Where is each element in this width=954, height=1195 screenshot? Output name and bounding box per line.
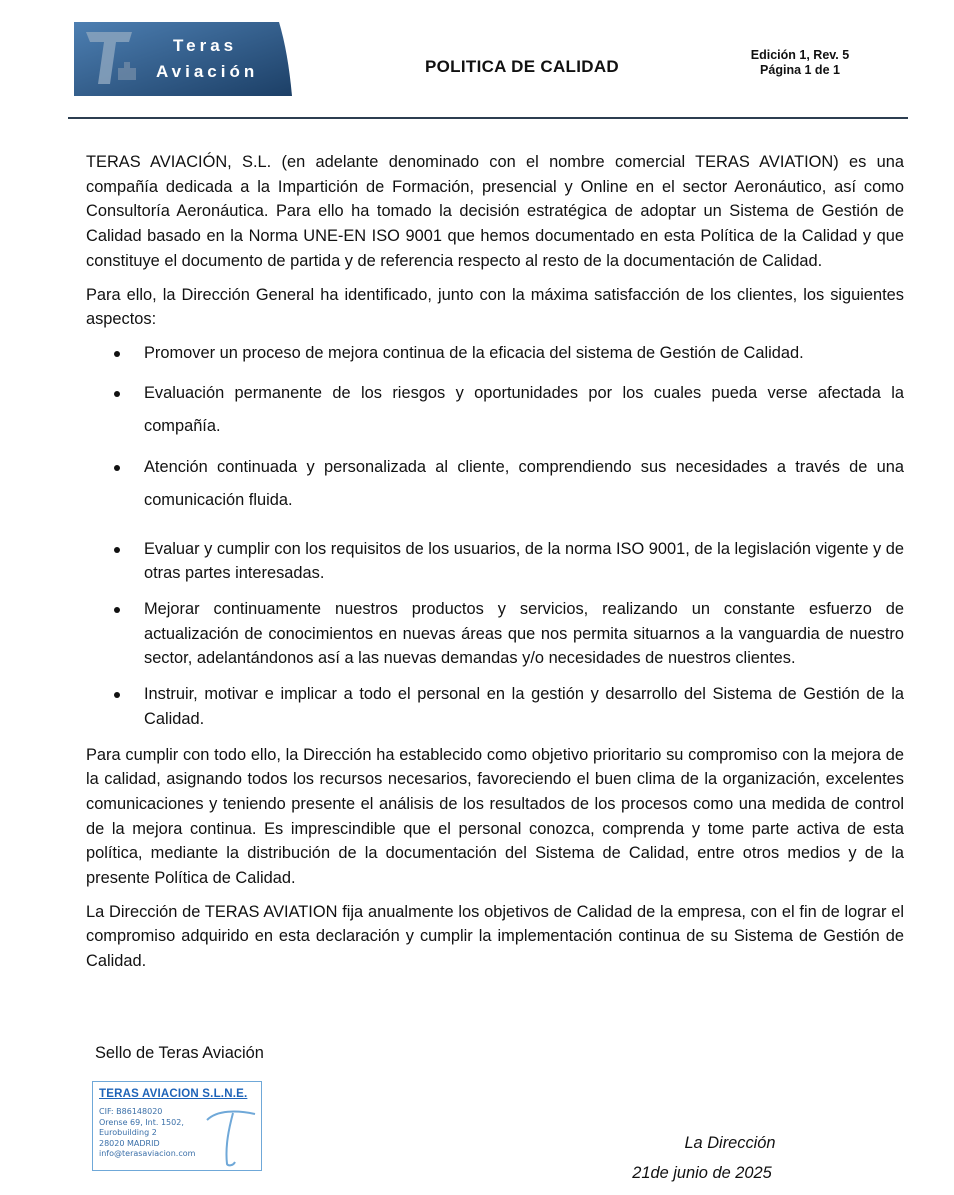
- logo-word-teras: Teras: [173, 36, 238, 55]
- edition-label: Edición 1, Rev. 5: [750, 48, 850, 62]
- list-item: [86, 341, 904, 366]
- list-item: [86, 537, 904, 586]
- list-item: [86, 597, 904, 671]
- list-item-text: Mejorar continuamente nuestros productos y servicios, realizando un constante esfuerzo de actualización de conocimientos en nuevas áreas que nos permita situarnos a la vanguardia de nuestro sector, adelantándonos así a las nuevas demandas y/o necesidades de nuestros clientes.: [144, 600, 904, 668]
- stamp-line: CIF: B86148020: [99, 1107, 163, 1116]
- seal-label: Sello de Teras Aviación: [95, 1044, 264, 1062]
- bullet-icon: [114, 351, 120, 357]
- bullet-icon: [114, 692, 120, 698]
- bullet-icon: [114, 391, 120, 397]
- stamp-line: Orense 69, Int. 1502,: [99, 1117, 184, 1127]
- list-item-text: Instruir, motivar e implicar a todo el personal en la gestión y desarrollo del Sistema de Gestión de la Calidad.: [144, 685, 904, 728]
- closing-paragraph: La Dirección de TERAS AVIATION fija anualmente los objetivos de Calidad de la empresa, con el fin de lograr el compromiso adquirido en esta declaración y cumplir la implementación continua de su Sistema de Gestión de Calidad.: [86, 902, 904, 971]
- logo-word-aviacion: Aviación: [156, 62, 259, 81]
- edition-block: [735, 48, 865, 78]
- company-stamp: [92, 1081, 262, 1171]
- stamp-line: info@terasaviacion.com: [99, 1149, 196, 1158]
- commitment-paragraph: Para cumplir con todo ello, la Dirección ha establecido como objetivo prioritario su compromiso con la mejora de la calidad, asignando todos los recursos necesarios, favoreciendo el buen clima de la organización, excelentes comunicaciones y teniendo presente el análisis de los resultados de los procesos como una medida de control de la mejora continua. Es imprescindible que el personal conozca, comprenda y tome parte activa de esta política, mediante la distribución de la documentación del Sistema de Calidad, entre otros medios y de la presente Política de Calidad.: [86, 745, 904, 888]
- aspects-list: [86, 341, 904, 732]
- list-item-text: Atención continuada y personalizada al cliente, comprendiendo sus necesidades a través de una comunicación fluida.: [144, 457, 904, 509]
- intro-paragraph: TERAS AVIACIÓN, S.L. (en adelante denominado con el nombre comercial TERAS AVIATION) es una compañía dedicada a la Impartición de Formación, presencial y Online en el sector Aeronáutico, así como Consultoría Aeronáutica. Para ello ha tomado la decisión estratégica de adoptar un Sistema de Gestión de Calidad basado en la Norma UNE-EN ISO 9001 que hemos documentado en esta Política de la Calidad y que constituye el documento de partida y de referencia respecto al resto de la documentación de Calidad.: [86, 153, 904, 270]
- list-item: [86, 377, 904, 443]
- stamp-line: 28020 MADRID: [99, 1138, 160, 1148]
- policy-body: [86, 150, 904, 983]
- page-number: Página 1 de 1: [760, 63, 840, 77]
- document-title: POLITICA DE CALIDAD: [425, 57, 619, 76]
- header-divider: [68, 117, 908, 119]
- stamp-title: TERAS AVIACION S.L.N.E.: [99, 1088, 248, 1100]
- signatory: La Dirección: [684, 1134, 776, 1152]
- bullet-icon: [114, 547, 120, 553]
- logo-badge: [74, 22, 292, 96]
- list-item: [86, 451, 904, 517]
- list-item-text: Promover un proceso de mejora continua de la eficacia del sistema de Gestión de Calidad.: [144, 343, 804, 362]
- bullet-icon: [114, 607, 120, 613]
- list-item: [86, 682, 904, 731]
- signature-date: 21de junio de 2025: [632, 1164, 772, 1182]
- list-item-text: Evaluación permanente de los riesgos y oportunidades por los cuales pueda verse afectada la compañía.: [144, 383, 904, 435]
- stamp-line: Eurobuilding 2: [99, 1128, 157, 1137]
- stamp-t-icon: [203, 1106, 259, 1168]
- bullet-icon: [114, 465, 120, 471]
- list-item-text: Evaluar y cumplir con los requisitos de los usuarios, de la norma ISO 9001, de la legislación vigente y de otras partes interesadas.: [144, 539, 904, 583]
- lead-paragraph: Para ello, la Dirección General ha identificado, junto con la máxima satisfacción de los clientes, los siguientes aspectos:: [86, 285, 904, 329]
- company-logo: [74, 22, 292, 96]
- stamp-address: [99, 1107, 195, 1160]
